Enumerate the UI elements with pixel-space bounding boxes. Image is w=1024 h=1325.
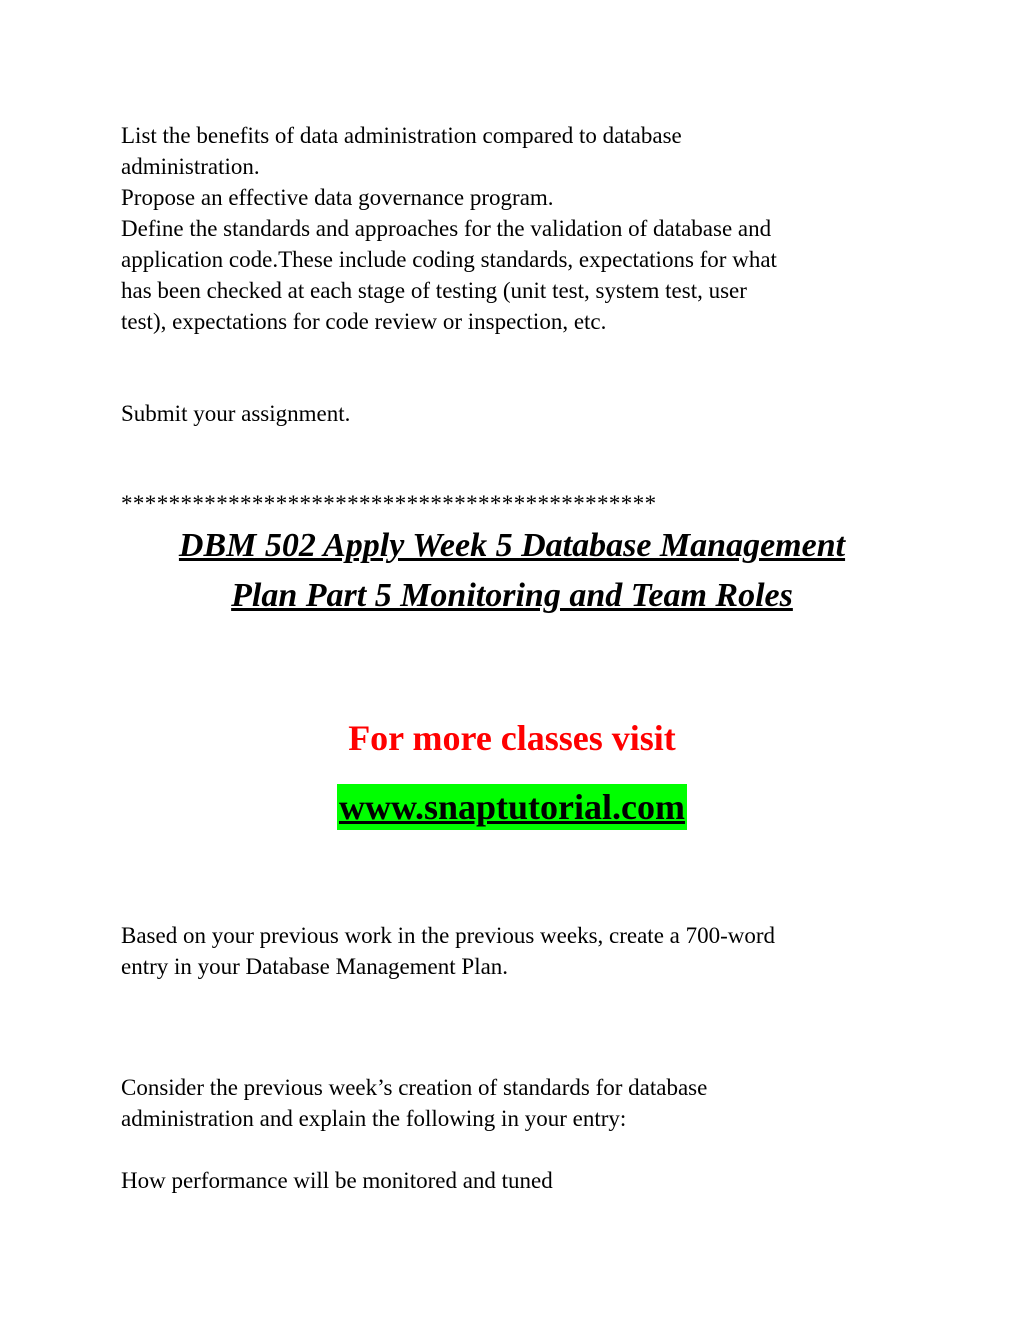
intro-line: application code.These include coding standards, expectations for what	[121, 247, 777, 272]
intro-line: has been checked at each stage of testing (unit test, system test, user	[121, 278, 747, 303]
intro-line: Propose an effective data governance program.	[121, 185, 554, 210]
intro-paragraph	[121, 120, 901, 337]
paragraph-performance: How performance will be monitored and tuned	[121, 1168, 553, 1193]
title-line-1: DBM 502 Apply Week 5 Database Management	[178, 527, 846, 564]
promo-link[interactable]: www.snaptutorial.com	[337, 784, 687, 830]
paragraph-consider	[121, 1072, 901, 1134]
intro-line: List the benefits of data administration compared to database	[121, 123, 682, 148]
promo-link-wrap	[0, 783, 1024, 831]
submit-instruction: Submit your assignment.	[121, 401, 351, 426]
paragraph-line: administration and explain the following in your entry:	[121, 1106, 627, 1131]
paragraph-line: Based on your previous work in the previous weeks, create a 700-word	[121, 923, 776, 948]
title-line-2: Plan Part 5 Monitoring and Team Roles	[231, 577, 793, 614]
intro-line: Define the standards and approaches for the validation of database and	[121, 216, 772, 241]
paragraph-based-on	[121, 920, 901, 982]
paragraph-line: entry in your Database Management Plan.	[121, 954, 509, 979]
paragraph-line: Consider the previous week’s creation of standards for database	[121, 1075, 708, 1100]
intro-line: administration.	[121, 154, 260, 179]
intro-line: test), expectations for code review or inspection, etc.	[121, 309, 607, 334]
promo-text: For more classes visit	[348, 718, 676, 758]
separator-stars: *********************************************	[121, 491, 657, 516]
